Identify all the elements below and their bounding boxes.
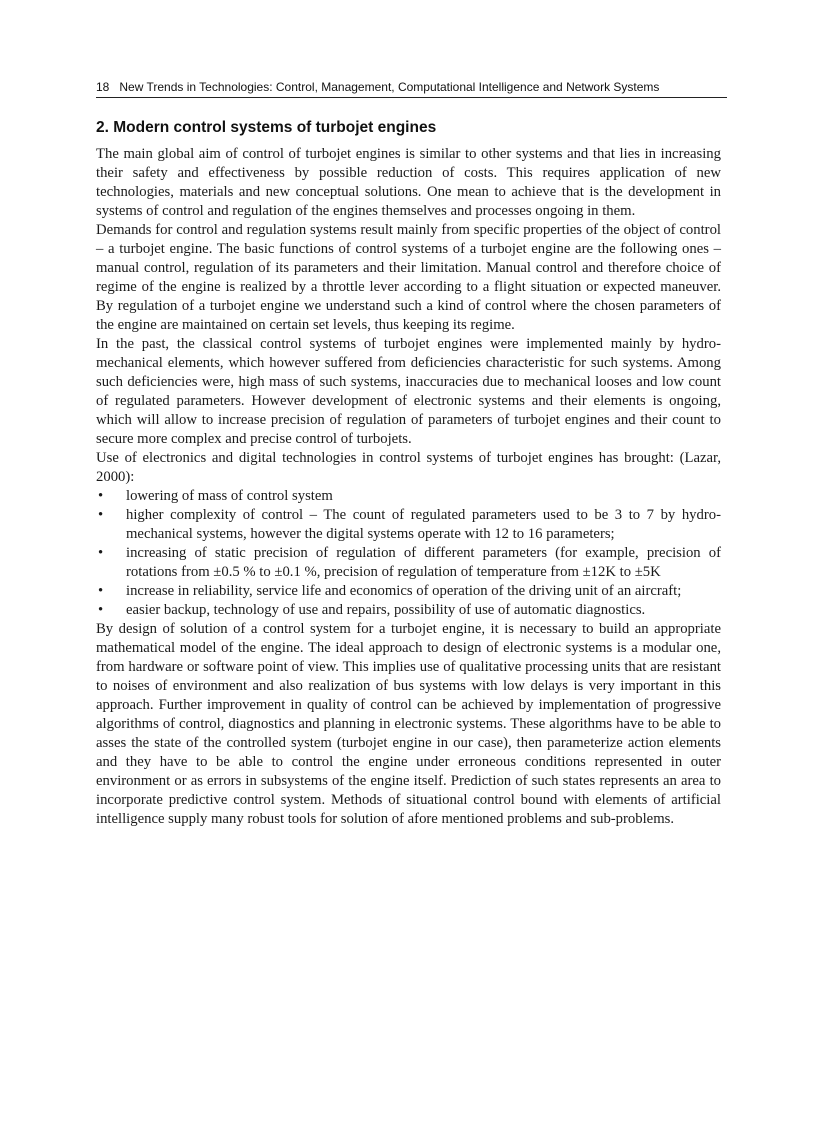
- list-item-text: lowering of mass of control system: [126, 488, 333, 504]
- running-header: [96, 80, 727, 98]
- list-item: [96, 487, 721, 506]
- list-item-text: increase in reliability, service life and economics of operation of the driving unit of an aircraft;: [126, 583, 682, 599]
- list-item: [96, 601, 721, 620]
- bullet-icon: •: [98, 602, 104, 618]
- paragraph-aim: The main global aim of control of turbojet engines is similar to other systems and that lies in increasing their safety and effectiveness by possible reduction of costs. This requires application of new technologies, materials and new conceptual solutions. One mean to achieve that is the development in systems of control and regulation of the engines themselves and processes ongoing in them.: [96, 146, 721, 219]
- section-body: [96, 118, 721, 829]
- bullet-icon: •: [98, 583, 104, 599]
- running-title: New Trends in Technologies: Control, Management, Computational Intelligence and Network Systems: [119, 80, 660, 94]
- paragraph-benefits-intro: Use of electronics and digital technologies in control systems of turbojet engines has brought: (Lazar, 2000):: [96, 450, 721, 485]
- list-item: [96, 544, 721, 582]
- bullet-icon: •: [98, 545, 104, 561]
- list-item: [96, 506, 721, 544]
- paragraph-demands: Demands for control and regulation systems result mainly from specific properties of the object of control – a turbojet engine. The basic functions of control systems of a turbojet engine are the following ones – manual control, regulation of its parameters and their limitation. Manual control and therefore choice of regime of the engine is realized by a throttle lever according to a flight situation or expected maneuver. By regulation of a turbojet engine we understand such a kind of control where the chosen parameters of the engine are maintained on certain set levels, thus keeping its regime.: [96, 222, 721, 333]
- list-item-text: higher complexity of control – The count of regulated parameters used to be 3 to 7 by hydro-mechanical systems, however the digital systems operate with 12 to 16 parameters;: [126, 507, 721, 542]
- benefits-list: [96, 487, 721, 620]
- section-heading: 2. Modern control systems of turbojet engines: [96, 119, 437, 136]
- bullet-icon: •: [98, 507, 104, 523]
- bullet-icon: •: [98, 488, 104, 504]
- page-number: 18: [96, 80, 110, 94]
- list-item: [96, 582, 721, 601]
- paragraph-design: By design of solution of a control system for a turbojet engine, it is necessary to build an appropriate mathematical model of the engine. The ideal approach to design of electronic systems is a modular one, from hardware or software point of view. This implies use of qualitative processing units that are resistant to noises of environment and also realization of bus systems with low delays is very important in this approach. Further improvement in quality of control can be achieved by implementation of progressive algorithms of control, diagnostics and planning in electronic systems. These algorithms have to be able to asses the state of the controlled system (turbojet engine in our case), then parameterize action elements and they have to be able to control the engine under erroneous conditions represented in outer environment or as errors in subsystems of the engine itself. Prediction of such states represents an area to incorporate predictive control system. Methods of situational control bound with elements of artificial intelligence supply many robust tools for solution of afore mentioned problems and sub-problems.: [96, 621, 721, 827]
- list-item-text: increasing of static precision of regulation of different parameters (for example, precision of rotations from ±0.5 % to ±0.1 %, precision of regulation of temperature from ±12K to ±5K: [126, 545, 721, 580]
- paragraph-history: In the past, the classical control systems of turbojet engines were implemented mainly by hydro-mechanical elements, which however suffered from deficiencies characteristic for such systems. Among such deficiencies were, high mass of such systems, inaccuracies due to mechanical looses and low count of regulated parameters. However development of electronic systems and their elements is ongoing, which will allow to increase precision of regulation of parameters of turbojet engines and their count to secure more complex and precise control of turbojets.: [96, 336, 721, 447]
- list-item-text: easier backup, technology of use and repairs, possibility of use of automatic diagnostics.: [126, 602, 646, 618]
